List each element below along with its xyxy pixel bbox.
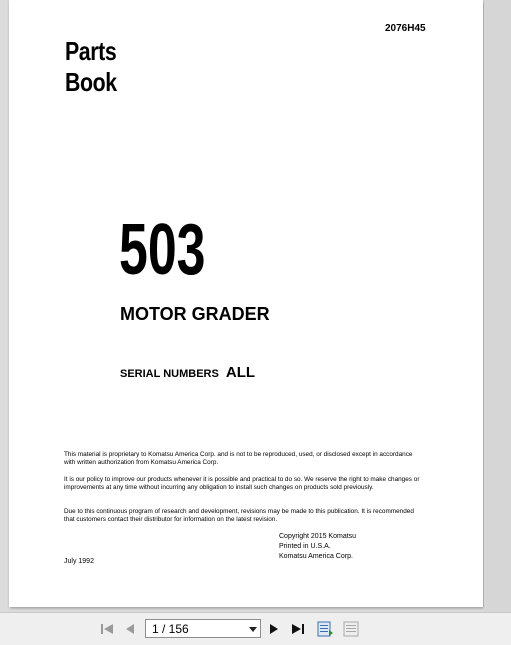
prev-page-button[interactable]: [122, 621, 138, 637]
next-page-button[interactable]: [266, 621, 282, 637]
fit-width-button[interactable]: [343, 621, 359, 637]
legal-paragraph: It is our policy to improve our products whenever it is possible and practical to do so. We reserve the right to make changes or improvements at any time without incurring any obligation to install such changes on products sold previously.: [64, 476, 420, 492]
printed-line: Printed in U.S.A.: [279, 543, 331, 551]
fit-page-icon: [317, 621, 333, 637]
vertical-scrollbar[interactable]: [484, 0, 511, 612]
company-line: Komatsu America Corp.: [279, 553, 353, 561]
last-page-button[interactable]: [290, 621, 306, 637]
chevron-down-icon: [249, 627, 257, 632]
legal-paragraph: This material is proprietary to Komatsu America Corp. and is not to be reproduced, used, or disclosed except in accordance with written authorization from Komatsu America Corp.: [64, 451, 413, 467]
model-number: 503: [119, 210, 206, 290]
next-page-icon: [268, 623, 280, 635]
first-page-icon: [101, 623, 115, 635]
subtitle: MOTOR GRADER: [120, 304, 270, 324]
page-selector[interactable]: [145, 619, 261, 638]
serial-numbers: [120, 364, 255, 381]
title-line-2: Book: [65, 67, 117, 97]
page-indicator: 1 / 156: [152, 622, 189, 636]
title-line-1: Parts: [65, 36, 117, 66]
last-page-icon: [291, 623, 305, 635]
viewer-toolbar: [0, 612, 511, 645]
fit-page-button[interactable]: [317, 621, 333, 637]
legal-paragraph: Due to this continuous program of research and development, revisions may be made to this publication. It is recommended that customers contact their distributor for information on the latest revision.: [64, 508, 414, 524]
document-code: 2076H45: [385, 23, 426, 34]
prev-page-icon: [124, 623, 136, 635]
copyright-block: [279, 532, 356, 562]
publication-date: July 1992: [64, 558, 94, 565]
serial-label: SERIAL NUMBERS: [120, 368, 219, 380]
fit-width-icon: [343, 621, 359, 637]
document-page: [9, 0, 483, 607]
first-page-button[interactable]: [100, 621, 116, 637]
copyright-line: Copyright 2015 Komatsu: [279, 533, 357, 540]
serial-value: ALL: [225, 364, 256, 381]
